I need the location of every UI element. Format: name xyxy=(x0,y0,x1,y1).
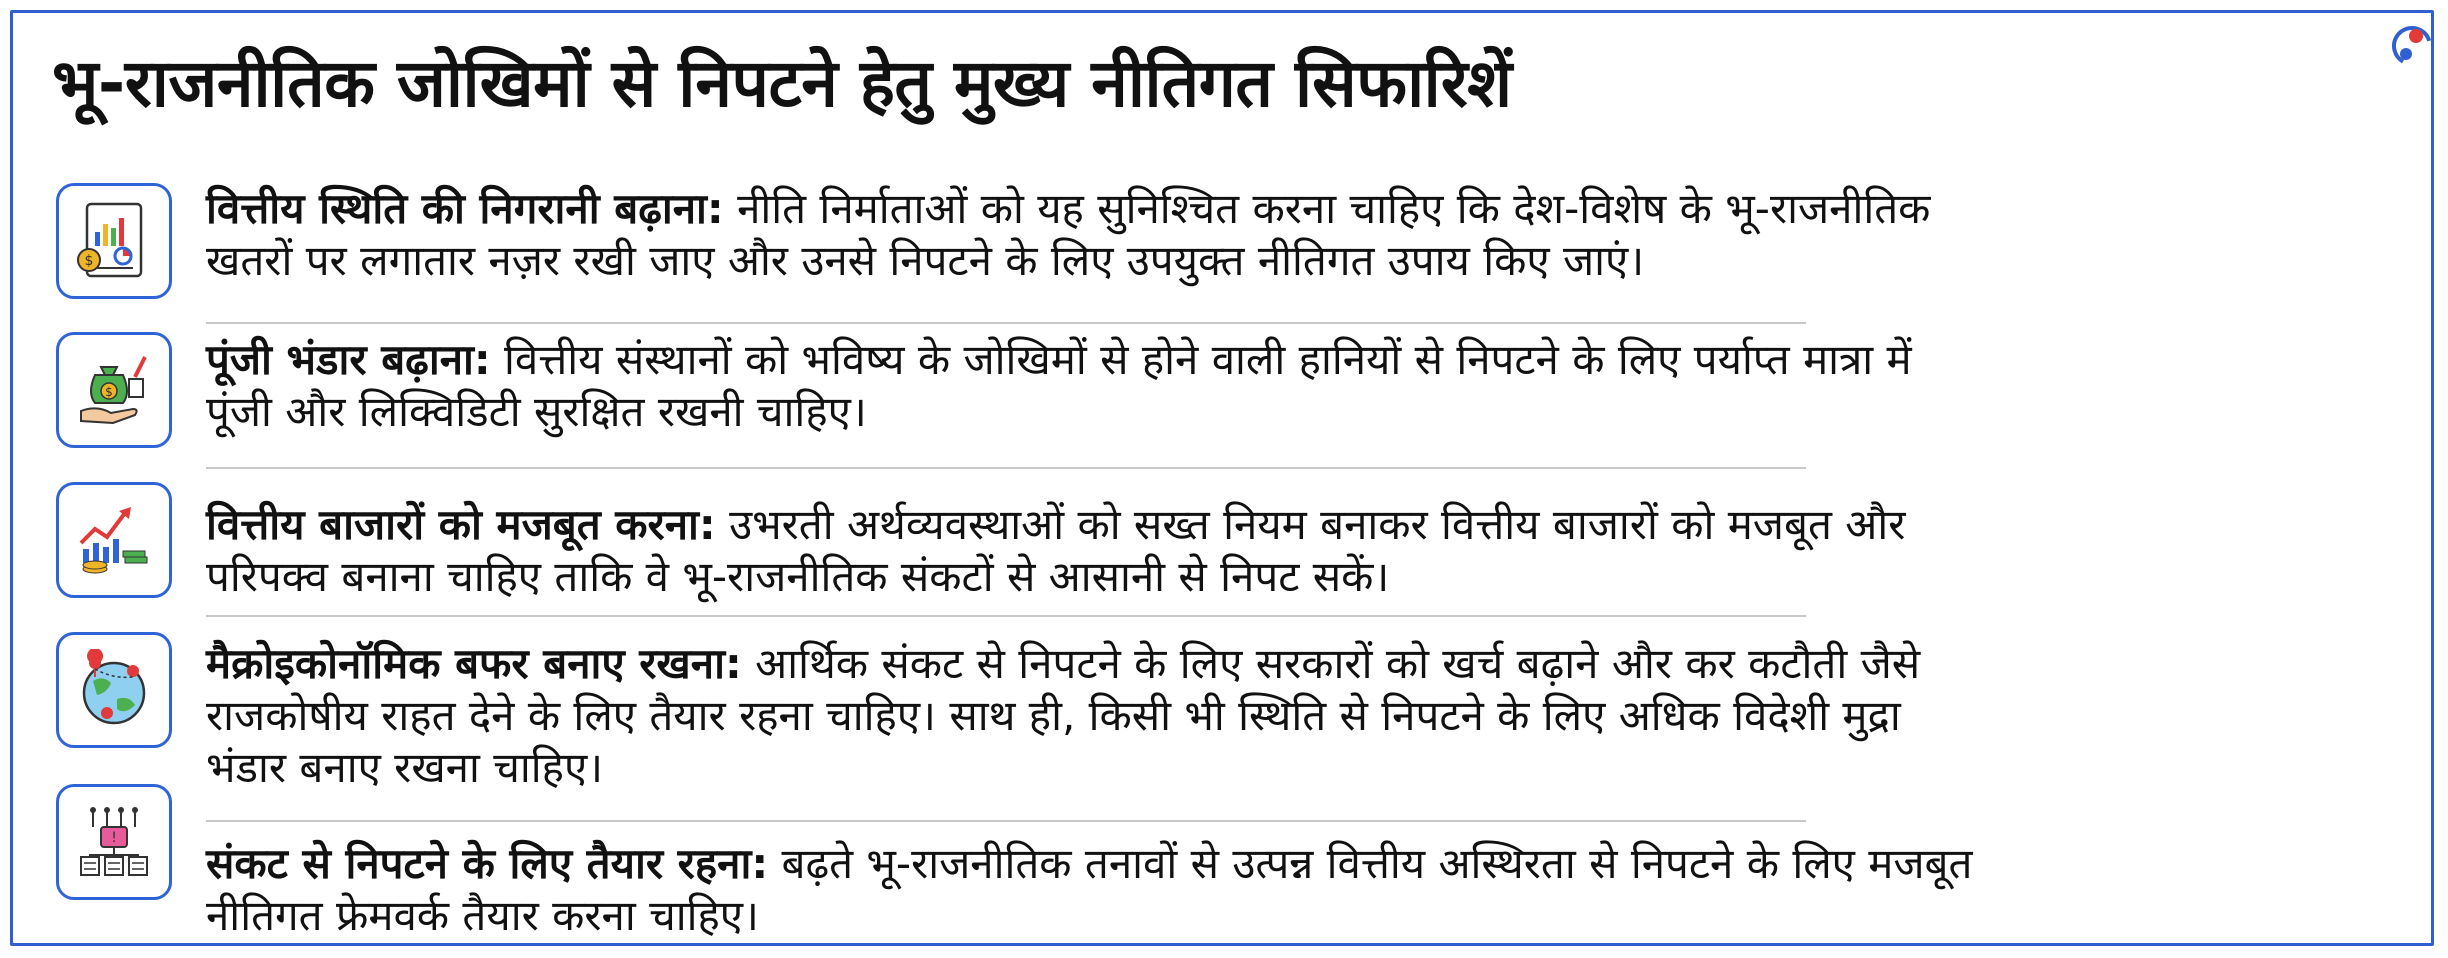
svg-text:!: ! xyxy=(111,830,117,846)
globe-locations-icon xyxy=(56,632,172,748)
recommendation-text xyxy=(206,499,2406,603)
recommendation-text xyxy=(206,838,2406,942)
recommendation-body-line: पूंजी और लिक्विडिटी सुरक्षित रखनी चाहिए। xyxy=(206,387,867,436)
recommendation-body-line: भंडार बनाए रखना चाहिए। xyxy=(206,743,604,792)
page-title: भू-राजनीतिक जोखिमों से निपटने हेतु मुख्य नीतिगत सिफारिशें xyxy=(52,45,1512,122)
svg-text:$: $ xyxy=(105,385,113,399)
recommendation-body-line: परिपक्व बनाना चाहिए ताकि वे भू-राजनीतिक संकटों से आसानी से निपट सकें। xyxy=(206,552,1390,601)
recommendation-heading: वित्तीय बाजारों को मजबूत करना: xyxy=(206,500,716,549)
recommendation-body-line: नीति निर्माताओं को यह सुनिश्चित करना चाहिए कि देश-विशेष के भू-राजनीतिक xyxy=(737,184,1931,233)
money-bag-hand-icon xyxy=(56,332,172,448)
recommendation-heading: संकट से निपटने के लिए तैयार रहना: xyxy=(206,839,769,888)
divider xyxy=(206,322,1806,324)
svg-text:$: $ xyxy=(84,253,94,269)
growth-chart-coins-icon xyxy=(56,482,172,598)
recommendation-heading: मैक्रोइकोनॉमिक बफर बनाए रखना: xyxy=(206,639,742,688)
brand-logo-icon xyxy=(2386,20,2438,72)
crisis-network-icon xyxy=(56,784,172,900)
recommendation-heading: वित्तीय स्थिति की निगरानी बढ़ाना: xyxy=(206,184,724,233)
recommendation-body-line: नीतिगत फ्रेमवर्क तैयार करना चाहिए। xyxy=(206,891,759,940)
financial-report-icon xyxy=(56,183,172,299)
recommendation-text xyxy=(206,638,2406,794)
divider xyxy=(206,467,1806,469)
recommendation-body-line: वित्तीय संस्थानों को भविष्य के जोखिमों से होने वाली हानियों से निपटने के लिए पर्याप्त मात्रा में xyxy=(504,335,1912,384)
recommendation-body-line: खतरों पर लगातार नज़र रखी जाए और उनसे निपटने के लिए उपयुक्त नीतिगत उपाय किए जाएं। xyxy=(206,236,1645,285)
recommendation-heading: पूंजी भंडार बढ़ाना: xyxy=(206,335,491,384)
recommendation-body-line: बढ़ते भू-राजनीतिक तनावों से उत्पन्न वित्तीय अस्थिरता से निपटने के लिए मजबूत xyxy=(781,839,1973,888)
recommendation-text xyxy=(206,334,2406,438)
divider xyxy=(206,615,1806,617)
recommendation-body-line: राजकोषीय राहत देने के लिए तैयार रहना चाहिए। साथ ही, किसी भी स्थिति से निपटने के लिए अधिक विदेशी मुद्रा xyxy=(206,691,1901,740)
recommendation-text xyxy=(206,183,2406,287)
page-frame xyxy=(10,10,2434,946)
recommendation-body-line: उभरती अर्थव्यवस्थाओं को सख्त नियम बनाकर वित्तीय बाजारों को मजबूत और xyxy=(729,500,1906,549)
recommendation-body-line: आर्थिक संकट से निपटने के लिए सरकारों को खर्च बढ़ाने और कर कटौती जैसे xyxy=(755,639,1921,688)
divider xyxy=(206,820,1806,822)
